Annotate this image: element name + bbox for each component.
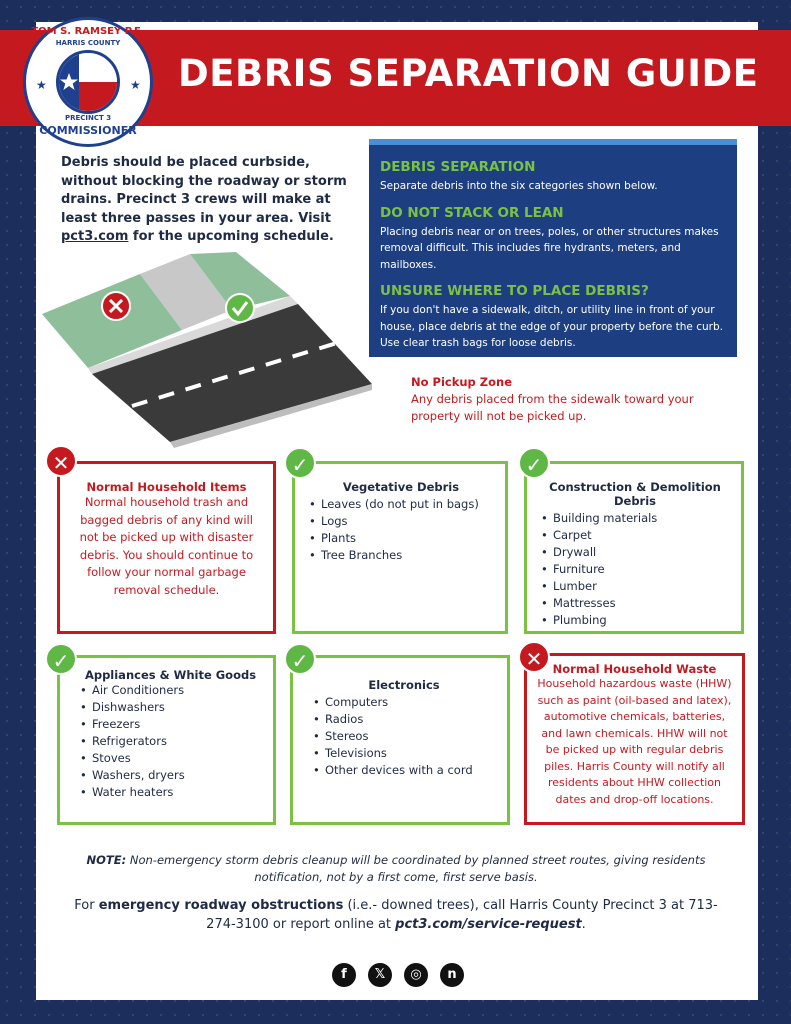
note-label: NOTE: [86,853,127,867]
x-mark-icon [102,292,130,320]
list-item: • Other devices with a cord [311,762,497,779]
vegetative-list [307,496,495,564]
intro-text-end: for the upcoming schedule. [128,229,334,244]
contact-bold: emergency roadway obstructions [98,898,344,913]
pct3-link[interactable]: pct3.com [61,229,129,244]
x-mark-icon: ✕ [45,445,77,477]
checkmark-icon: ✓ [284,447,316,479]
card-text: Household hazardous waste (HHW) such as paint (oil-based and latex), automotive chemicals, batteries, and lawn chemicals. HHW will not be picked up with regular debris piles. Harris County will notify all residents about HHW collection dates and drop-off locations. [537,677,732,806]
logo-name: TOM S. RAMSEY P.E. [31,26,145,37]
card-appliances [57,655,276,825]
card-household-items [57,461,276,634]
do-not-stack-text: Placing debris near or on trees, poles, or other structures makes removal difficult. This includes fire hydrants, meters, and mailboxes. [380,225,719,271]
no-pickup-text: Any debris placed from the sidewalk toward your property will not be picked up. [411,392,694,423]
checkmark-icon: ✓ [284,643,316,675]
list-item: • Logs [307,513,495,530]
logo-precinct: PRECINCT 3 [64,114,112,122]
x-mark-icon: ✕ [518,641,550,673]
list-item: • Furniture [539,561,731,578]
card-household-waste [524,653,745,825]
instagram-icon[interactable]: ◎ [404,963,428,987]
list-item: • Plants [307,530,495,547]
card-title: Electronics [368,678,440,692]
contact-paragraph [60,896,732,934]
note-paragraph [70,852,722,886]
no-pickup-title: No Pickup Zone [411,375,513,389]
contact-suffix: . [581,917,586,932]
card-construction [524,461,744,634]
checkmark-icon: ✓ [518,447,550,479]
curbside-illustration [40,250,380,450]
note-text: Non-emergency storm debris cleanup will be coordinated by planned street routes, giving residents notification, not by a first come, first serve basis. [126,853,706,884]
card-text: Normal household trash and bagged debris of any kind will not be picked up with disaster debris. You should continue to follow your normal garbage removal schedule. [79,495,254,597]
service-request-link[interactable]: pct3.com/service-request [395,917,582,932]
star-icon: ★ [130,78,141,92]
no-pickup-zone [411,375,741,424]
card-title: Appliances & White Goods [84,668,257,682]
nextdoor-icon[interactable]: n [440,963,464,987]
list-item: • Leaves (do not put in bags) [307,496,495,513]
card-title: Vegetative Debris [342,480,460,494]
debris-separation-text: Separate debris into the six categories shown below. [380,180,658,192]
contact-prefix: For [74,898,99,913]
list-item: • Air Conditioners [78,682,263,699]
list-item: • Building materials [539,510,731,527]
list-item: • Drywall [539,544,731,561]
list-item: • Water heaters [78,784,263,801]
card-title: Normal Household Waste [552,662,717,676]
list-item: • Washers, dryers [78,767,263,784]
list-item: • Plumbing [539,612,731,629]
list-item: • Computers [311,694,497,711]
card-title: Construction & Demolition Debris [549,480,721,508]
construction-list [539,510,731,629]
contact-middle: (i.e.- downed trees), call Harris County Precinct 3 at 713-274-3100 or report online at [206,898,718,932]
logo-county: HARRIS COUNTY [55,39,121,47]
list-item: • Freezers [78,716,263,733]
list-item: • Carpet [539,527,731,544]
list-item: • Mattresses [539,595,731,612]
page-title: DEBRIS SEPARATION GUIDE [178,52,759,95]
appliances-list [78,682,263,801]
texas-flag-icon [56,50,120,114]
list-item: • Televisions [311,745,497,762]
commissioner-logo [23,17,153,147]
debris-separation-heading: DEBRIS SEPARATION [380,159,536,175]
intro-paragraph [61,154,351,247]
electronics-list [311,694,497,779]
card-vegetative [292,461,508,634]
star-icon: ★ [36,78,47,92]
x-icon[interactable]: 𝕏 [368,963,392,987]
list-item: • Refrigerators [78,733,263,750]
list-item: • Lumber [539,578,731,595]
list-item: • Stereos [311,728,497,745]
card-title: Normal Household Items [86,480,247,494]
logo-commissioner: COMMISSIONER [39,124,137,137]
list-item: • Stoves [78,750,263,767]
list-item: • Tree Branches [307,547,495,564]
list-item: • Dishwashers [78,699,263,716]
intro-text: Debris should be placed curbside, without blocking the roadway or storm drains. Precinct 3 crews will make at least three passes in your area. Visit [61,155,347,226]
facebook-icon[interactable]: f [332,963,356,987]
unsure-text: If you don't have a sidewalk, ditch, or utility line in front of your house, place debris at the edge of your property before the curb. Use clear trash bags for loose debris. [380,304,723,349]
info-box [369,139,737,357]
checkmark-icon [226,294,254,322]
list-item: • Radios [311,711,497,728]
checkmark-icon: ✓ [45,643,77,675]
card-electronics [290,655,510,825]
do-not-stack-heading: DO NOT STACK OR LEAN [380,204,564,221]
unsure-heading: UNSURE WHERE TO PLACE DEBRIS? [380,283,649,299]
